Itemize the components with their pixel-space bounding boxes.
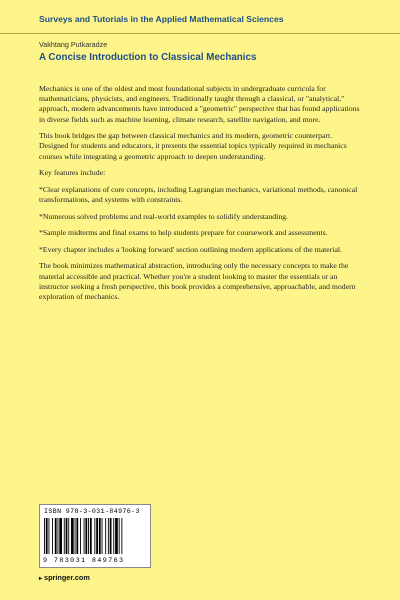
blurb-paragraph-1: Mechanics is one of the oldest and most foundational subjects in undergraduate curricula for mathematicians, physicists, and engineers. Traditionally taught through a classical, or "analytical," approach, modern advancements have introduced a "geometric" perspective that has found applications in diverse fields such as machine learning, climate research, satellite navigation, and more. — [39, 84, 360, 124]
key-features-heading: Key features include: — [39, 168, 106, 178]
back-cover-blurb — [39, 84, 361, 309]
publisher-site-label: springer.com — [44, 573, 90, 582]
feature-item-4: *Every chapter includes a 'looking forward' section outlining modern applications of the material. — [39, 244, 343, 254]
author-name: Vakhtang Putkaradze — [39, 40, 108, 49]
header-rule — [0, 33, 400, 34]
feature-item-1: *Clear explanations of core concepts, including Lagrangian mechanics, variational methods, canonical transformations, and systems with constraints. — [39, 184, 358, 204]
feature-item-3: *Sample midterms and final exams to help students prepare for coursework and assessments. — [39, 228, 328, 238]
blurb-paragraph-2: This book bridges the gap between classical mechanics and its modern, geometric counterpart. Designed for students and educators, it presents the essential topics typically required in mechanics courses while integrating a geometric approach to deepen understanding. — [39, 131, 347, 161]
barcode-digits: 9 783031 849763 — [43, 557, 125, 565]
isbn-label: ISBN 978-3-031-84976-3 — [44, 508, 140, 515]
barcode-icon — [44, 518, 146, 556]
closing-paragraph: The book minimizes mathematical abstraction, introducing only the necessary concepts to make the material accessible and practical. Whether you're a student looking to master the essentials or an instructor seeking a fresh perspective, this book provides a comprehensive, approachable, and modern exploration of mechanics. — [39, 261, 356, 301]
arrow-right-icon: ▸ — [39, 576, 43, 582]
book-title: A Concise Introduction to Classical Mechanics — [39, 52, 257, 63]
series-title: Surveys and Tutorials in the Applied Mathematical Sciences — [39, 14, 284, 24]
publisher-site — [39, 573, 90, 582]
isbn-barcode-box — [39, 504, 151, 568]
feature-item-2: *Numerous solved problems and real-world examples to solidify understanding. — [39, 211, 289, 221]
